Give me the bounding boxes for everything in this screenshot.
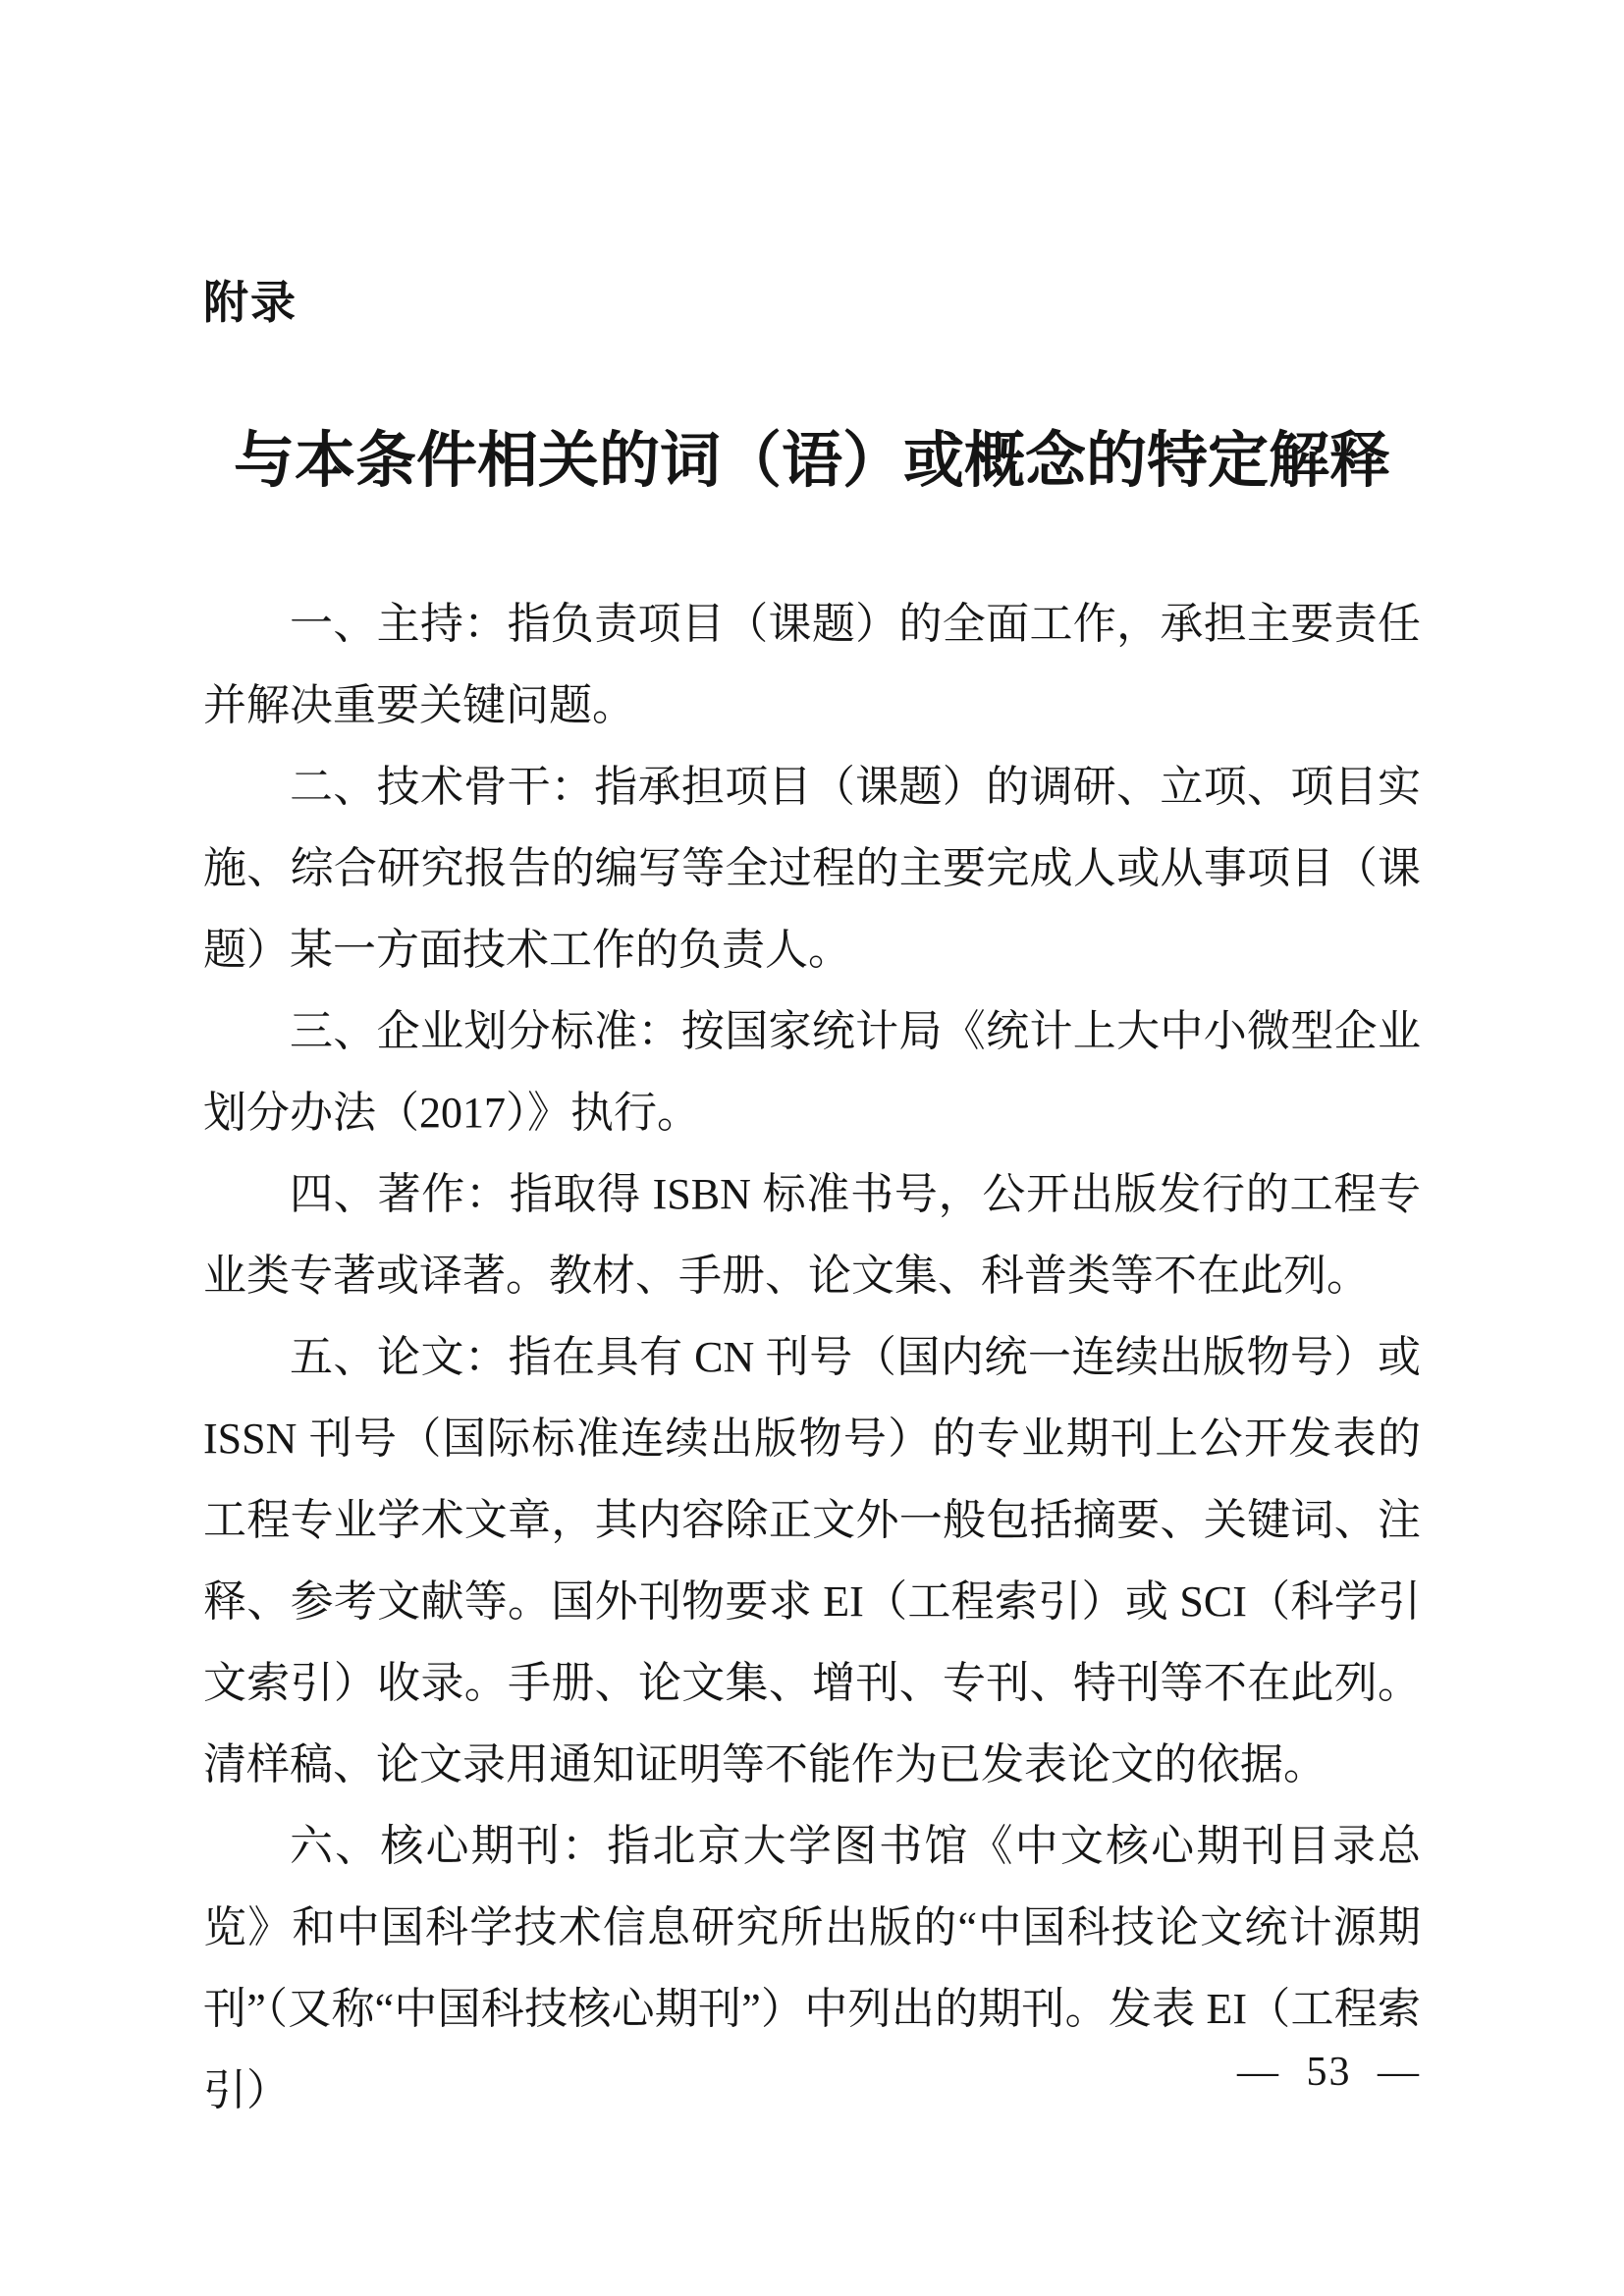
paragraph-definition-6: 六、核心期刊：指北京大学图书馆《中文核心期刊目录总览》和中国科学技术信息研究所出版的“中国科技论文统计源期刊”（又称“中国科技核心期刊”）中列出的期刊。发表 EI（工程索引） (203, 1822, 1421, 2114)
body-text (203, 583, 1421, 2131)
appendix-label: 附录 (203, 277, 298, 328)
paragraph-definition-3: 三、企业划分标准：按国家统计局《统计上大中小微型企业划分办法（2017）》执行。 (203, 1007, 1421, 1137)
page-number: — 53 — (1237, 2050, 1421, 2095)
paragraph-definition-1: 一、主持：指负责项目（课题）的全面工作，承担主要责任并解决重要关键问题。 (203, 600, 1421, 729)
paragraph-definition-2: 二、技术骨干：指承担项目（课题）的调研、立项、项目实施、综合研究报告的编写等全过程的主要完成人或从事项目（课题）某一方面技术工作的负责人。 (203, 763, 1421, 974)
paragraph-definition-5: 五、论文：指在具有 CN 刊号（国内统一连续出版物号）或 ISSN 刊号（国际标准连续出版物号）的专业期刊上公开发表的工程专业学术文章，其内容除正文外一般包括摘要、关键词、注释、参考文献等。国外刊物要求 EI（工程索引）或 SCI（科学引文索引）收录。手册、论文集、增刊、专刊、特刊等不在此列。清样稿、论文录用通知证明等不能作为已发表论文的依据。 (203, 1333, 1421, 1789)
page-title: 与本条件相关的词（语）或概念的特定解释 (233, 427, 1390, 495)
paragraph-definition-4: 四、著作：指取得 ISBN 标准书号，公开出版发行的工程专业类专著或译著。教材、手册、论文集、科普类等不在此列。 (203, 1170, 1421, 1300)
text-block (203, 0, 1421, 2131)
